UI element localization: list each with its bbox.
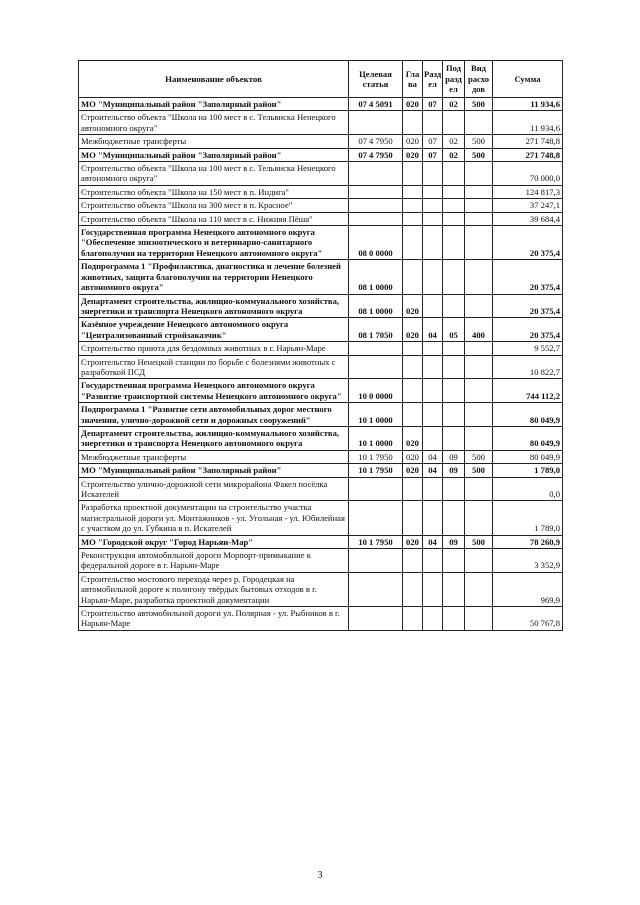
- table-row: [79, 403, 563, 427]
- row-subsection: 05: [443, 318, 465, 342]
- table-row: [79, 199, 563, 212]
- table-row: [79, 535, 563, 548]
- table-row: [79, 355, 563, 379]
- row-article: [349, 355, 403, 379]
- row-section: [423, 607, 443, 631]
- table-row: [79, 342, 563, 355]
- row-subsection: [443, 477, 465, 501]
- table-header-row: [79, 61, 563, 98]
- row-section: [423, 185, 443, 198]
- row-expense-type: [465, 111, 493, 135]
- row-chapter: 020: [403, 98, 423, 111]
- row-section: [423, 477, 443, 501]
- row-section: 04: [423, 450, 443, 463]
- row-subsection: [443, 294, 465, 318]
- row-subsection: [443, 260, 465, 294]
- table-row: [79, 185, 563, 198]
- row-article: 08 0 0000: [349, 226, 403, 260]
- row-sum: 80 049,9: [493, 403, 563, 427]
- row-sum: 20 375,4: [493, 260, 563, 294]
- row-sum: 39 684,4: [493, 212, 563, 225]
- row-section: [423, 379, 443, 403]
- row-chapter: [403, 572, 423, 606]
- header-section: Разд ел: [423, 61, 443, 98]
- row-name: Межбюджетные трансферты: [79, 450, 349, 463]
- row-expense-type: [465, 260, 493, 294]
- row-name: Подпрограмма 1 "Развитие сети автомобильных дорог местного значения, улично-дорожной сети и дорожных сооружений": [79, 403, 349, 427]
- header-expense-type: Вид расхо дов: [465, 61, 493, 98]
- table-row: [79, 98, 563, 111]
- header-chapter: Гла ва: [403, 61, 423, 98]
- row-name: Государственная программа Ненецкого автономного округа "Развитие транспортной системы Ненецкого автономного округа": [79, 379, 349, 403]
- row-subsection: [443, 549, 465, 573]
- budget-table-sheet: [78, 60, 562, 631]
- row-chapter: [403, 199, 423, 212]
- table-row: [79, 549, 563, 573]
- row-article: 10 0 0000: [349, 379, 403, 403]
- row-expense-type: [465, 549, 493, 573]
- row-name: Строительство улично-дорожной сети микрорайона Факел посёлка Искателей: [79, 477, 349, 501]
- row-expense-type: [465, 212, 493, 225]
- row-chapter: 020: [403, 464, 423, 477]
- row-subsection: [443, 212, 465, 225]
- row-section: [423, 572, 443, 606]
- row-chapter: 020: [403, 426, 423, 450]
- row-sum: 11 934,6: [493, 98, 563, 111]
- row-article: [349, 501, 403, 535]
- row-chapter: 020: [403, 135, 423, 148]
- row-subsection: 02: [443, 98, 465, 111]
- header-name: Наименование объектов: [79, 61, 349, 98]
- row-expense-type: 500: [465, 148, 493, 161]
- row-section: [423, 162, 443, 186]
- table-row: [79, 226, 563, 260]
- row-expense-type: [465, 403, 493, 427]
- table-row: [79, 379, 563, 403]
- row-name: Строительство приюта для бездомных животных в г. Нарьян-Маре: [79, 342, 349, 355]
- row-section: [423, 342, 443, 355]
- row-sum: 271 748,8: [493, 135, 563, 148]
- row-sum: 20 375,4: [493, 294, 563, 318]
- row-section: [423, 260, 443, 294]
- row-section: [423, 199, 443, 212]
- row-subsection: [443, 199, 465, 212]
- row-chapter: [403, 226, 423, 260]
- row-name: МО "Муниципальный район "Заполярный район": [79, 464, 349, 477]
- row-expense-type: [465, 199, 493, 212]
- row-section: 04: [423, 318, 443, 342]
- row-subsection: [443, 607, 465, 631]
- page-number: 3: [317, 870, 323, 881]
- table-row: [79, 111, 563, 135]
- row-expense-type: 500: [465, 135, 493, 148]
- row-section: [423, 549, 443, 573]
- row-name: Казённое учреждение Ненецкого автономного округа "Централизованный стройзаказчик": [79, 318, 349, 342]
- row-sum: 20 375,4: [493, 318, 563, 342]
- row-subsection: 09: [443, 464, 465, 477]
- row-chapter: [403, 607, 423, 631]
- row-section: [423, 355, 443, 379]
- table-row: [79, 135, 563, 148]
- row-name: Строительство объекта "Школа на 110 мест в с. Нижняя Пёша": [79, 212, 349, 225]
- table-row: [79, 572, 563, 606]
- row-section: [423, 111, 443, 135]
- row-subsection: 09: [443, 450, 465, 463]
- row-subsection: [443, 572, 465, 606]
- row-subsection: [443, 162, 465, 186]
- row-article: 07 4 7950: [349, 135, 403, 148]
- row-sum: 969,9: [493, 572, 563, 606]
- row-section: [423, 294, 443, 318]
- row-name: Строительство объекта "Школа на 150 мест в п. Индига": [79, 185, 349, 198]
- row-sum: 80 049,9: [493, 450, 563, 463]
- row-name: Строительство объекта "Школа на 100 мест в с. Тельвиска Ненецкого автономного округа": [79, 111, 349, 135]
- row-expense-type: [465, 607, 493, 631]
- row-expense-type: [465, 355, 493, 379]
- table-row: [79, 318, 563, 342]
- row-subsection: [443, 342, 465, 355]
- row-article: [349, 572, 403, 606]
- row-section: [423, 426, 443, 450]
- row-article: 08 1 0000: [349, 260, 403, 294]
- row-expense-type: [465, 342, 493, 355]
- row-sum: 80 049,9: [493, 426, 563, 450]
- row-sum: 9 552,7: [493, 342, 563, 355]
- table-row: [79, 450, 563, 463]
- row-article: 08 1 0000: [349, 294, 403, 318]
- row-chapter: 020: [403, 535, 423, 548]
- row-chapter: [403, 260, 423, 294]
- row-chapter: [403, 549, 423, 573]
- row-sum: 3 352,9: [493, 549, 563, 573]
- row-name: Строительство автомобильной дороги ул. Полярная - ул. Рыбников в г. Нарьян-Маре: [79, 607, 349, 631]
- row-subsection: [443, 185, 465, 198]
- row-name: Государственная программа Ненецкого автономного округа "Обеспечение эпизоотического и ветеринарно-санитарного благополучия на территории Ненецкого автономного округа": [79, 226, 349, 260]
- row-section: [423, 403, 443, 427]
- row-subsection: 02: [443, 148, 465, 161]
- row-expense-type: [465, 162, 493, 186]
- table-row: [79, 501, 563, 535]
- row-section: 07: [423, 148, 443, 161]
- row-sum: 37 247,1: [493, 199, 563, 212]
- budget-table: [78, 60, 563, 631]
- row-sum: 271 748,8: [493, 148, 563, 161]
- row-chapter: [403, 111, 423, 135]
- row-chapter: [403, 379, 423, 403]
- row-expense-type: [465, 379, 493, 403]
- row-expense-type: [465, 185, 493, 198]
- row-subsection: [443, 111, 465, 135]
- row-name: Департамент строительства, жилищно-коммунального хозяйства, энергетики и транспорта Ненецкого автономного округа: [79, 426, 349, 450]
- row-subsection: [443, 355, 465, 379]
- row-article: [349, 342, 403, 355]
- header-sum: Сумма: [493, 61, 563, 98]
- row-article: [349, 549, 403, 573]
- row-article: [349, 162, 403, 186]
- row-name: Строительство мостового перехода через р. Городецкая на автомобильной дороге к полигону твёрдых бытовых отходов в г. Нарьян-Маре, разработка проектной документации: [79, 572, 349, 606]
- row-chapter: [403, 355, 423, 379]
- row-sum: 78 260,9: [493, 535, 563, 548]
- table-row: [79, 148, 563, 161]
- table-row: [79, 260, 563, 294]
- row-section: [423, 501, 443, 535]
- row-article: [349, 199, 403, 212]
- table-row: [79, 464, 563, 477]
- row-chapter: [403, 185, 423, 198]
- row-chapter: [403, 403, 423, 427]
- row-name: МО "Муниципальный район "Заполярный район": [79, 98, 349, 111]
- row-name: МО "Городской округ "Город Нарьян-Мар": [79, 535, 349, 548]
- header-article: Целевая статья: [349, 61, 403, 98]
- row-article: [349, 607, 403, 631]
- row-subsection: [443, 426, 465, 450]
- row-chapter: [403, 501, 423, 535]
- row-chapter: 020: [403, 450, 423, 463]
- table-row: [79, 212, 563, 225]
- row-name: Подпрограмма 1 "Профилактика, диагностика и лечение болезней животных, защита благополучия на территории Ненецкого автономного округа": [79, 260, 349, 294]
- row-chapter: [403, 162, 423, 186]
- row-article: 08 1 7050: [349, 318, 403, 342]
- row-expense-type: 500: [465, 464, 493, 477]
- row-chapter: [403, 212, 423, 225]
- row-subsection: [443, 226, 465, 260]
- row-article: [349, 212, 403, 225]
- row-expense-type: [465, 426, 493, 450]
- row-expense-type: 400: [465, 318, 493, 342]
- row-section: 04: [423, 535, 443, 548]
- row-article: 10 1 7950: [349, 464, 403, 477]
- row-subsection: [443, 379, 465, 403]
- row-sum: 10 822,7: [493, 355, 563, 379]
- row-sum: 124 817,3: [493, 185, 563, 198]
- table-row: [79, 607, 563, 631]
- row-expense-type: [465, 477, 493, 501]
- row-sum: 1 789,0: [493, 464, 563, 477]
- row-section: 07: [423, 98, 443, 111]
- row-article: [349, 477, 403, 501]
- table-row: [79, 477, 563, 501]
- row-subsection: 09: [443, 535, 465, 548]
- row-chapter: 020: [403, 294, 423, 318]
- row-sum: 50 767,8: [493, 607, 563, 631]
- row-sum: 20 375,4: [493, 226, 563, 260]
- row-expense-type: [465, 226, 493, 260]
- row-section: [423, 226, 443, 260]
- row-sum: 744 112,2: [493, 379, 563, 403]
- row-article: 07 4 7950: [349, 148, 403, 161]
- row-section: [423, 212, 443, 225]
- row-sum: 11 934,6: [493, 111, 563, 135]
- row-expense-type: [465, 294, 493, 318]
- row-expense-type: 500: [465, 450, 493, 463]
- row-section: 04: [423, 464, 443, 477]
- row-article: [349, 111, 403, 135]
- row-name: Реконструкция автомобильной дороги Морпорт-примыкание к федеральной дороге в г. Нарьян-Маре: [79, 549, 349, 573]
- row-chapter: [403, 477, 423, 501]
- row-article: 10 1 0000: [349, 426, 403, 450]
- row-expense-type: [465, 501, 493, 535]
- row-article: 10 1 0000: [349, 403, 403, 427]
- row-name: Разработка проектной документации на строительство участка магистральной дороги ул. Монтажников - ул. Угольная - ул. Юбилейная с участком до ул. Губкина в п. Искателей: [79, 501, 349, 535]
- row-expense-type: 500: [465, 98, 493, 111]
- header-subsection: Под разд ел: [443, 61, 465, 98]
- row-expense-type: [465, 572, 493, 606]
- row-section: 07: [423, 135, 443, 148]
- row-chapter: [403, 342, 423, 355]
- row-article: 07 4 5091: [349, 98, 403, 111]
- row-chapter: 020: [403, 148, 423, 161]
- row-name: Строительство объекта "Школа на 300 мест в п. Красное": [79, 199, 349, 212]
- row-article: [349, 185, 403, 198]
- row-sum: 0,0: [493, 477, 563, 501]
- table-row: [79, 162, 563, 186]
- row-name: МО "Муниципальный район "Заполярный район": [79, 148, 349, 161]
- row-sum: 70 000,0: [493, 162, 563, 186]
- row-subsection: [443, 501, 465, 535]
- row-subsection: 02: [443, 135, 465, 148]
- row-name: Строительство Ненецкой станции по борьбе с болезнями животных с разработкой ПСД: [79, 355, 349, 379]
- row-name: Строительство объекта "Школа на 100 мест в с. Тельвиска Ненецкого автономного округа": [79, 162, 349, 186]
- row-name: Департамент строительства, жилищно-коммунального хозяйства, энергетики и транспорта Ненецкого автономного округа: [79, 294, 349, 318]
- row-sum: 1 789,0: [493, 501, 563, 535]
- row-subsection: [443, 403, 465, 427]
- table-row: [79, 426, 563, 450]
- row-article: 10 1 7950: [349, 450, 403, 463]
- table-row: [79, 294, 563, 318]
- row-article: 10 1 7950: [349, 535, 403, 548]
- row-chapter: 020: [403, 318, 423, 342]
- row-name: Межбюджетные трансферты: [79, 135, 349, 148]
- row-expense-type: 500: [465, 535, 493, 548]
